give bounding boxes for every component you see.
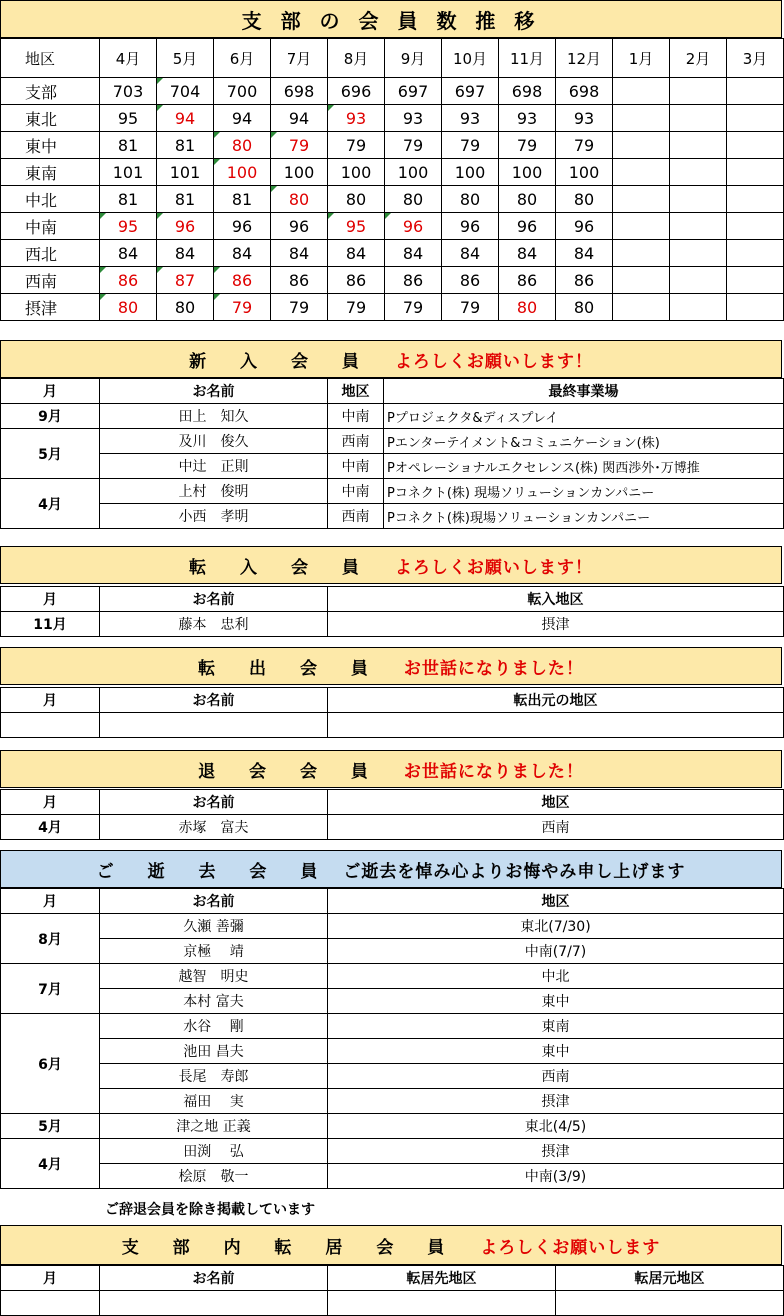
col-month: 月 bbox=[1, 587, 100, 612]
col-month: 10月 bbox=[442, 39, 499, 78]
area-label: 東中 bbox=[1, 132, 100, 159]
name-cell: 本村 富夫 bbox=[100, 989, 328, 1014]
table-header-row bbox=[1, 790, 784, 815]
count-cell bbox=[670, 186, 727, 213]
col-name: お名前 bbox=[100, 1266, 328, 1291]
area-cell: 東中 bbox=[328, 1039, 784, 1064]
count-cell bbox=[613, 132, 670, 159]
count-cell: 101 bbox=[100, 159, 157, 186]
table-row bbox=[1, 1089, 784, 1114]
table-row: 11月 藤本 忠利 摂津 bbox=[1, 612, 784, 637]
count-cell: 80 bbox=[100, 294, 157, 321]
count-cell: 79 bbox=[556, 132, 613, 159]
table-row bbox=[1, 78, 784, 105]
count-cell: 84 bbox=[328, 240, 385, 267]
name-cell: 水谷 剛 bbox=[100, 1014, 328, 1039]
table-row bbox=[1, 429, 784, 454]
count-cell: 84 bbox=[442, 240, 499, 267]
col-month: 12月 bbox=[556, 39, 613, 78]
table-row bbox=[1, 939, 784, 964]
count-cell: 96 bbox=[157, 213, 214, 240]
count-cell: 86 bbox=[100, 267, 157, 294]
month-cell: 9月 bbox=[1, 404, 100, 429]
count-cell: 96 bbox=[385, 213, 442, 240]
col-month: 6月 bbox=[214, 39, 271, 78]
count-cell bbox=[727, 240, 784, 267]
count-cell: 698 bbox=[271, 78, 328, 105]
count-cell: 96 bbox=[499, 213, 556, 240]
count-cell bbox=[727, 213, 784, 240]
name-cell: 久瀬 善彌 bbox=[100, 914, 328, 939]
col-area: 地区 bbox=[328, 889, 784, 914]
name-cell: 長尾 寿郎 bbox=[100, 1064, 328, 1089]
page-title: 支 部 の 会 員 数 推 移 bbox=[0, 0, 782, 38]
table-row bbox=[1, 1014, 784, 1039]
count-cell bbox=[613, 186, 670, 213]
table-header-row bbox=[1, 587, 784, 612]
count-cell bbox=[613, 294, 670, 321]
count-cell: 93 bbox=[328, 105, 385, 132]
relocation-banner: 支 部 内 転 居 会 員 よろしくお願いします bbox=[0, 1225, 782, 1265]
count-cell: 80 bbox=[271, 186, 328, 213]
count-cell: 84 bbox=[385, 240, 442, 267]
count-cell bbox=[613, 213, 670, 240]
count-cell: 86 bbox=[499, 267, 556, 294]
count-cell: 84 bbox=[499, 240, 556, 267]
count-cell: 100 bbox=[271, 159, 328, 186]
col-name: お名前 bbox=[100, 379, 328, 404]
count-cell: 79 bbox=[442, 132, 499, 159]
count-cell: 698 bbox=[499, 78, 556, 105]
col-month: 11月 bbox=[499, 39, 556, 78]
name-cell: 桧原 敬一 bbox=[100, 1164, 328, 1189]
count-cell: 100 bbox=[556, 159, 613, 186]
table-row bbox=[1, 213, 784, 240]
col-month: 8月 bbox=[328, 39, 385, 78]
name-cell: 上村 俊明 bbox=[100, 479, 328, 504]
area-cell: 西南 bbox=[328, 429, 384, 454]
count-cell: 100 bbox=[328, 159, 385, 186]
table-row bbox=[1, 1139, 784, 1164]
count-cell: 94 bbox=[214, 105, 271, 132]
new-members-banner: 新 入 会 員 よろしくお願いします！ bbox=[0, 340, 782, 378]
count-cell: 93 bbox=[556, 105, 613, 132]
table-header-row bbox=[1, 889, 784, 914]
area-cell: 摂津 bbox=[328, 1139, 784, 1164]
count-cell: 84 bbox=[157, 240, 214, 267]
count-cell: 84 bbox=[556, 240, 613, 267]
area-label: 東北 bbox=[1, 105, 100, 132]
count-cell: 704 bbox=[157, 78, 214, 105]
count-cell: 698 bbox=[556, 78, 613, 105]
col-month: 月 bbox=[1, 790, 100, 815]
count-cell: 81 bbox=[100, 186, 157, 213]
count-cell: 79 bbox=[271, 294, 328, 321]
workplace-cell: Pプロジェクタ&ディスプレイ bbox=[384, 404, 784, 429]
col-origin: 転居元地区 bbox=[556, 1266, 784, 1291]
count-cell bbox=[727, 105, 784, 132]
count-cell: 96 bbox=[214, 213, 271, 240]
col-month: 5月 bbox=[157, 39, 214, 78]
area-cell: 東南 bbox=[328, 1014, 784, 1039]
count-cell bbox=[727, 132, 784, 159]
area-cell: 西南 bbox=[328, 1064, 784, 1089]
count-cell bbox=[670, 159, 727, 186]
col-month: 9月 bbox=[385, 39, 442, 78]
table-header-row bbox=[1, 688, 784, 713]
col-month: 1月 bbox=[613, 39, 670, 78]
transfer-in-banner: 転 入 会 員 よろしくお願いします！ bbox=[0, 546, 782, 584]
count-cell: 100 bbox=[385, 159, 442, 186]
count-cell bbox=[727, 78, 784, 105]
withdrawn-table bbox=[0, 789, 784, 840]
count-cell: 79 bbox=[442, 294, 499, 321]
member-count-table bbox=[0, 38, 784, 321]
col-workplace: 最終事業場 bbox=[384, 379, 784, 404]
table-row bbox=[1, 964, 784, 989]
count-cell bbox=[613, 240, 670, 267]
count-cell: 96 bbox=[556, 213, 613, 240]
count-cell bbox=[727, 294, 784, 321]
deceased-banner: ご 逝 去 会 員 ご逝去を悼み心よりお悔やみ申し上げます bbox=[0, 850, 782, 888]
table-row bbox=[1, 914, 784, 939]
count-cell: 696 bbox=[328, 78, 385, 105]
count-cell: 79 bbox=[499, 132, 556, 159]
count-cell: 81 bbox=[214, 186, 271, 213]
area-label: 中南 bbox=[1, 213, 100, 240]
name-cell: 田上 知久 bbox=[100, 404, 328, 429]
count-cell bbox=[670, 240, 727, 267]
withdrawn-banner: 退 会 会 員 お世話になりました！ bbox=[0, 750, 782, 788]
count-cell: 81 bbox=[157, 186, 214, 213]
count-cell: 101 bbox=[157, 159, 214, 186]
count-cell bbox=[670, 267, 727, 294]
count-cell bbox=[670, 294, 727, 321]
col-month: 7月 bbox=[271, 39, 328, 78]
count-cell: 80 bbox=[328, 186, 385, 213]
count-cell bbox=[727, 267, 784, 294]
month-cell: 5月 bbox=[1, 429, 100, 479]
area-cell: 中南 bbox=[328, 454, 384, 479]
col-area: 転出元の地区 bbox=[328, 688, 784, 713]
table-row bbox=[1, 479, 784, 504]
table-row: 4月 赤塚 富夫 西南 bbox=[1, 815, 784, 840]
count-cell bbox=[727, 159, 784, 186]
count-cell: 93 bbox=[499, 105, 556, 132]
area-cell: 摂津 bbox=[328, 1089, 784, 1114]
area-cell: 西南 bbox=[328, 504, 384, 529]
table-header-row bbox=[1, 1266, 784, 1291]
area-cell: 中南(3/9) bbox=[328, 1164, 784, 1189]
area-label: 支部 bbox=[1, 78, 100, 105]
note-text: ご辞退会員を除き掲載しています bbox=[105, 1202, 315, 1218]
count-cell: 86 bbox=[556, 267, 613, 294]
count-cell bbox=[613, 78, 670, 105]
area-cell: 東中 bbox=[328, 989, 784, 1014]
name-cell: 福田 実 bbox=[100, 1089, 328, 1114]
count-cell: 96 bbox=[442, 213, 499, 240]
count-cell: 80 bbox=[157, 294, 214, 321]
count-cell: 697 bbox=[442, 78, 499, 105]
workplace-cell: Pオペレーショナルエクセレンス(株) 関西渉外･万博推 bbox=[384, 454, 784, 479]
count-cell bbox=[670, 213, 727, 240]
col-name: お名前 bbox=[100, 790, 328, 815]
col-area: 地区 bbox=[328, 790, 784, 815]
count-cell: 80 bbox=[556, 294, 613, 321]
name-cell: 越智 明史 bbox=[100, 964, 328, 989]
workplace-cell: Pコネクト(株) 現場ソリューションカンパニー bbox=[384, 479, 784, 504]
table-row bbox=[1, 159, 784, 186]
table-row bbox=[1, 132, 784, 159]
col-month: 3月 bbox=[727, 39, 784, 78]
area-label: 西南 bbox=[1, 267, 100, 294]
month-cell: 6月 bbox=[1, 1014, 100, 1114]
count-cell: 697 bbox=[385, 78, 442, 105]
table-row bbox=[1, 267, 784, 294]
count-cell: 79 bbox=[328, 294, 385, 321]
table-row bbox=[1, 1291, 784, 1316]
month-cell: 7月 bbox=[1, 964, 100, 1014]
table-row bbox=[1, 1039, 784, 1064]
count-cell: 84 bbox=[100, 240, 157, 267]
transfer-out-banner: 転 出 会 員 お世話になりました！ bbox=[0, 647, 782, 685]
count-cell: 95 bbox=[100, 105, 157, 132]
col-month: 月 bbox=[1, 688, 100, 713]
count-cell: 80 bbox=[556, 186, 613, 213]
col-destination: 転居先地区 bbox=[328, 1266, 556, 1291]
col-month: 4月 bbox=[100, 39, 157, 78]
count-cell bbox=[613, 159, 670, 186]
count-cell: 96 bbox=[271, 213, 328, 240]
count-cell: 93 bbox=[442, 105, 499, 132]
count-cell: 86 bbox=[214, 267, 271, 294]
count-cell: 84 bbox=[271, 240, 328, 267]
area-label: 西北 bbox=[1, 240, 100, 267]
count-cell: 100 bbox=[214, 159, 271, 186]
col-area: 地区 bbox=[328, 379, 384, 404]
count-cell: 79 bbox=[328, 132, 385, 159]
count-cell: 86 bbox=[385, 267, 442, 294]
stats-header-row bbox=[1, 39, 784, 78]
name-cell: 津之地 正義 bbox=[100, 1114, 328, 1139]
count-cell bbox=[670, 132, 727, 159]
count-cell: 95 bbox=[328, 213, 385, 240]
count-cell: 79 bbox=[385, 132, 442, 159]
table-row bbox=[1, 989, 784, 1014]
count-cell: 81 bbox=[157, 132, 214, 159]
count-cell bbox=[613, 105, 670, 132]
count-cell: 94 bbox=[271, 105, 328, 132]
count-cell: 84 bbox=[214, 240, 271, 267]
area-cell: 中南(7/7) bbox=[328, 939, 784, 964]
table-row bbox=[1, 1064, 784, 1089]
relocation-table bbox=[0, 1265, 784, 1316]
month-cell: 4月 bbox=[1, 1139, 100, 1189]
area-cell: 東北(7/30) bbox=[328, 914, 784, 939]
table-row bbox=[1, 240, 784, 267]
count-cell: 79 bbox=[271, 132, 328, 159]
name-cell: 小西 孝明 bbox=[100, 504, 328, 529]
area-label: 東南 bbox=[1, 159, 100, 186]
area-cell: 東北(4/5) bbox=[328, 1114, 784, 1139]
count-cell: 80 bbox=[499, 186, 556, 213]
name-cell: 田渕 弘 bbox=[100, 1139, 328, 1164]
count-cell: 86 bbox=[328, 267, 385, 294]
count-cell: 86 bbox=[442, 267, 499, 294]
count-cell bbox=[670, 105, 727, 132]
area-cell: 中南 bbox=[328, 404, 384, 429]
count-cell: 93 bbox=[385, 105, 442, 132]
count-cell: 700 bbox=[214, 78, 271, 105]
count-cell: 100 bbox=[442, 159, 499, 186]
count-cell: 87 bbox=[157, 267, 214, 294]
name-cell: 池田 昌夫 bbox=[100, 1039, 328, 1064]
col-month: 2月 bbox=[670, 39, 727, 78]
table-row bbox=[1, 454, 784, 479]
count-cell: 81 bbox=[100, 132, 157, 159]
col-name: お名前 bbox=[100, 587, 328, 612]
count-cell: 94 bbox=[157, 105, 214, 132]
table-header-row bbox=[1, 379, 784, 404]
area-label: 中北 bbox=[1, 186, 100, 213]
col-area: 地区 bbox=[1, 39, 100, 78]
name-cell: 中辻 正則 bbox=[100, 454, 328, 479]
area-cell: 中北 bbox=[328, 964, 784, 989]
count-cell bbox=[727, 186, 784, 213]
count-cell: 100 bbox=[499, 159, 556, 186]
col-area: 転入地区 bbox=[328, 587, 784, 612]
deceased-table bbox=[0, 888, 784, 1189]
new-members-table bbox=[0, 378, 784, 529]
count-cell: 86 bbox=[271, 267, 328, 294]
count-cell: 80 bbox=[214, 132, 271, 159]
col-name: お名前 bbox=[100, 889, 328, 914]
table-row bbox=[1, 504, 784, 529]
count-cell: 703 bbox=[100, 78, 157, 105]
table-row bbox=[1, 1114, 784, 1139]
count-cell: 95 bbox=[100, 213, 157, 240]
area-label: 摂津 bbox=[1, 294, 100, 321]
count-cell: 80 bbox=[385, 186, 442, 213]
area-cell: 中南 bbox=[328, 479, 384, 504]
table-row bbox=[1, 294, 784, 321]
count-cell: 80 bbox=[442, 186, 499, 213]
col-month: 月 bbox=[1, 379, 100, 404]
count-cell: 79 bbox=[385, 294, 442, 321]
col-month: 月 bbox=[1, 889, 100, 914]
table-row bbox=[1, 404, 784, 429]
month-cell: 5月 bbox=[1, 1114, 100, 1139]
table-row bbox=[1, 186, 784, 213]
col-month: 月 bbox=[1, 1266, 100, 1291]
month-cell: 4月 bbox=[1, 479, 100, 529]
workplace-cell: Pエンターテイメント&コミュニケーション(株) bbox=[384, 429, 784, 454]
table-row bbox=[1, 713, 784, 738]
count-cell: 79 bbox=[214, 294, 271, 321]
transfer-in-table bbox=[0, 586, 784, 637]
col-name: お名前 bbox=[100, 688, 328, 713]
workplace-cell: Pコネクト(株)現場ソリューションカンパニー bbox=[384, 504, 784, 529]
count-cell bbox=[670, 78, 727, 105]
table-row bbox=[1, 105, 784, 132]
table-row bbox=[1, 1164, 784, 1189]
name-cell: 京極 靖 bbox=[100, 939, 328, 964]
name-cell: 及川 俊久 bbox=[100, 429, 328, 454]
transfer-out-table bbox=[0, 687, 784, 738]
month-cell: 8月 bbox=[1, 914, 100, 964]
count-cell: 80 bbox=[499, 294, 556, 321]
count-cell bbox=[613, 267, 670, 294]
